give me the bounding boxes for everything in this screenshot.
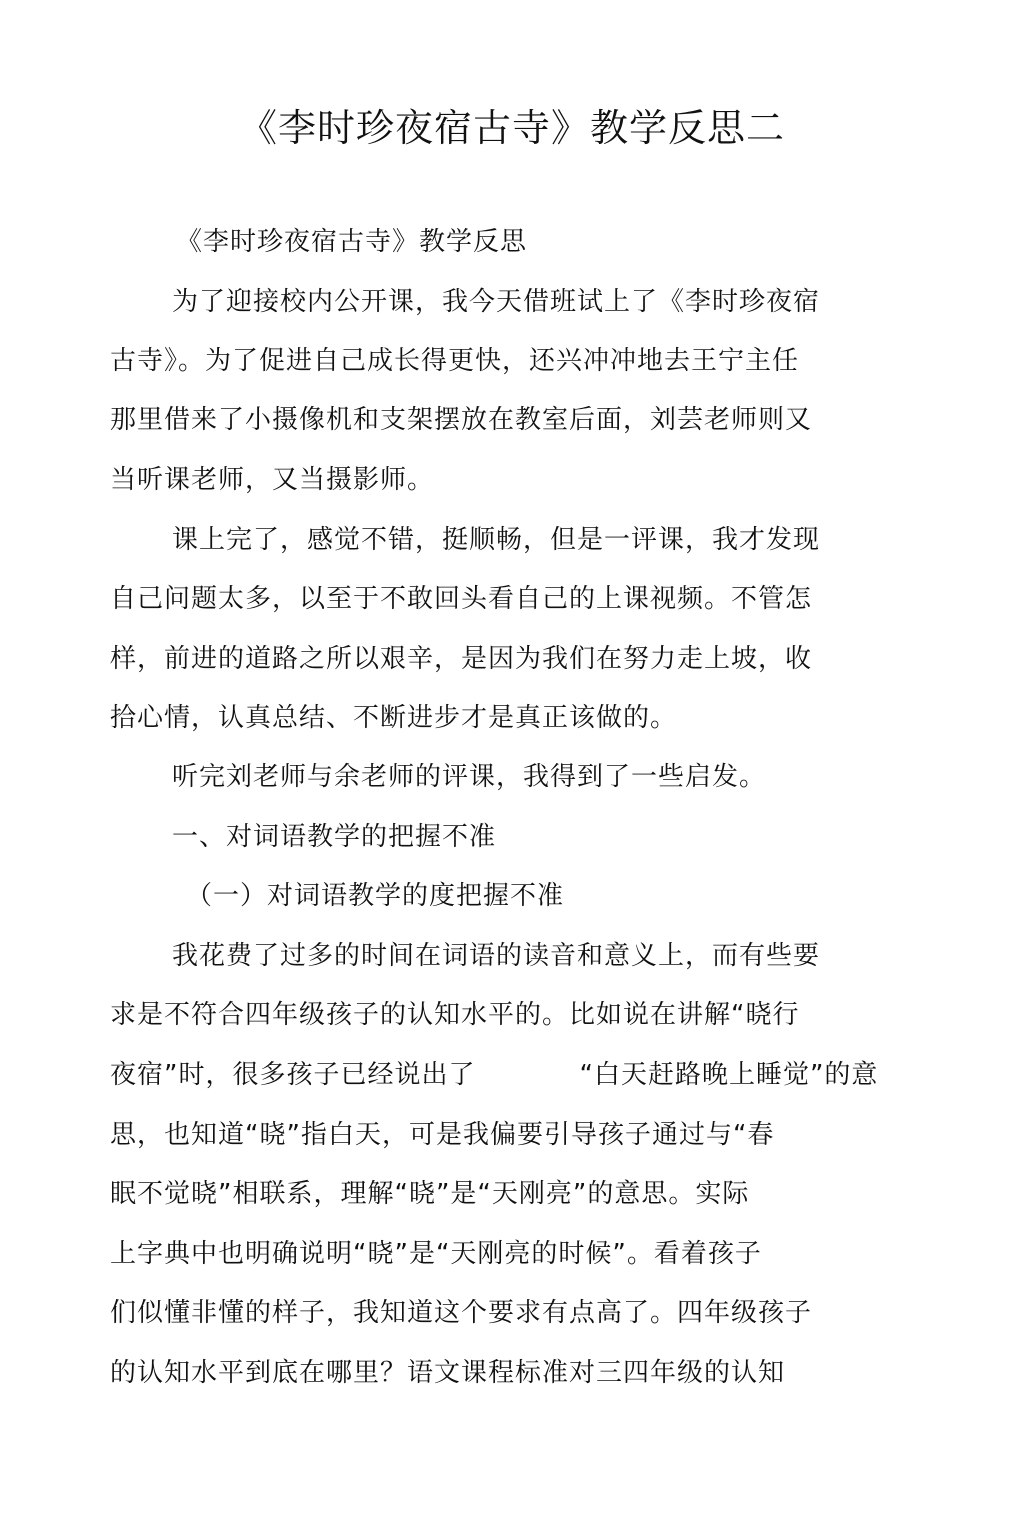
- subsection-heading: （一）对词语教学的度把握不准: [186, 881, 565, 911]
- paragraph-line: 课上完了，感觉不错，挺顺畅，但是一评课，我才发现: [172, 525, 821, 555]
- paragraph-line: 的认知水平到底在哪里？语文课程标准对三四年级的认知: [110, 1358, 786, 1388]
- paragraph-line: 眠不觉晓”相联系，理解“晓”是“天刚亮”的意思。实际: [110, 1179, 750, 1209]
- document-title: 《李时珍夜宿古寺》教学反思二: [238, 106, 785, 150]
- paragraph-line: 们似懂非懂的样子，我知道这个要求有点高了。四年级孩子: [110, 1298, 813, 1328]
- subtitle-line: 《李时珍夜宿古寺》教学反思: [176, 227, 528, 257]
- paragraph-line: 样，前进的道路之所以艰辛，是因为我们在努力走上坡，收: [110, 644, 813, 674]
- paragraph-line: 思，也知道“晓”指白天，可是我偏要引导孩子通过与“春: [110, 1120, 775, 1150]
- paragraph-line: 听完刘老师与余老师的评课，我得到了一些启发。: [172, 762, 767, 792]
- line-segment: “白天赶路晚上睡觉”的意: [579, 1060, 879, 1090]
- paragraph-line: 求是不符合四年级孩子的认知水平的。比如说在讲解“晓行: [110, 1000, 800, 1030]
- paragraph-line: 那里借来了小摄像机和支架摆放在教室后面，刘芸老师则又: [110, 405, 813, 435]
- paragraph-line: 上字典中也明确说明“晓”是“天刚亮的时候”。看着孩子: [110, 1239, 762, 1269]
- section-heading: 一、对词语教学的把握不准: [172, 822, 497, 852]
- paragraph-line: 为了迎接校内公开课，我今天借班试上了《李时珍夜宿: [172, 287, 821, 317]
- paragraph-line: 古寺》。为了促进自己成长得更快，还兴冲冲地去王宁主任: [110, 346, 800, 376]
- paragraph-line: 我花费了过多的时间在词语的读音和意义上，而有些要: [172, 941, 821, 971]
- paragraph-line: 自己问题太多，以至于不敢回头看自己的上课视频。不管怎: [110, 584, 813, 614]
- paragraph-line: [110, 1055, 878, 1095]
- line-segment: 夜宿”时，很多孩子已经说出了: [110, 1060, 476, 1090]
- paragraph-line: 拾心情，认真总结、不断进步才是真正该做的。: [110, 703, 678, 733]
- paragraph-line: 当听课老师，又当摄影师。: [110, 465, 435, 495]
